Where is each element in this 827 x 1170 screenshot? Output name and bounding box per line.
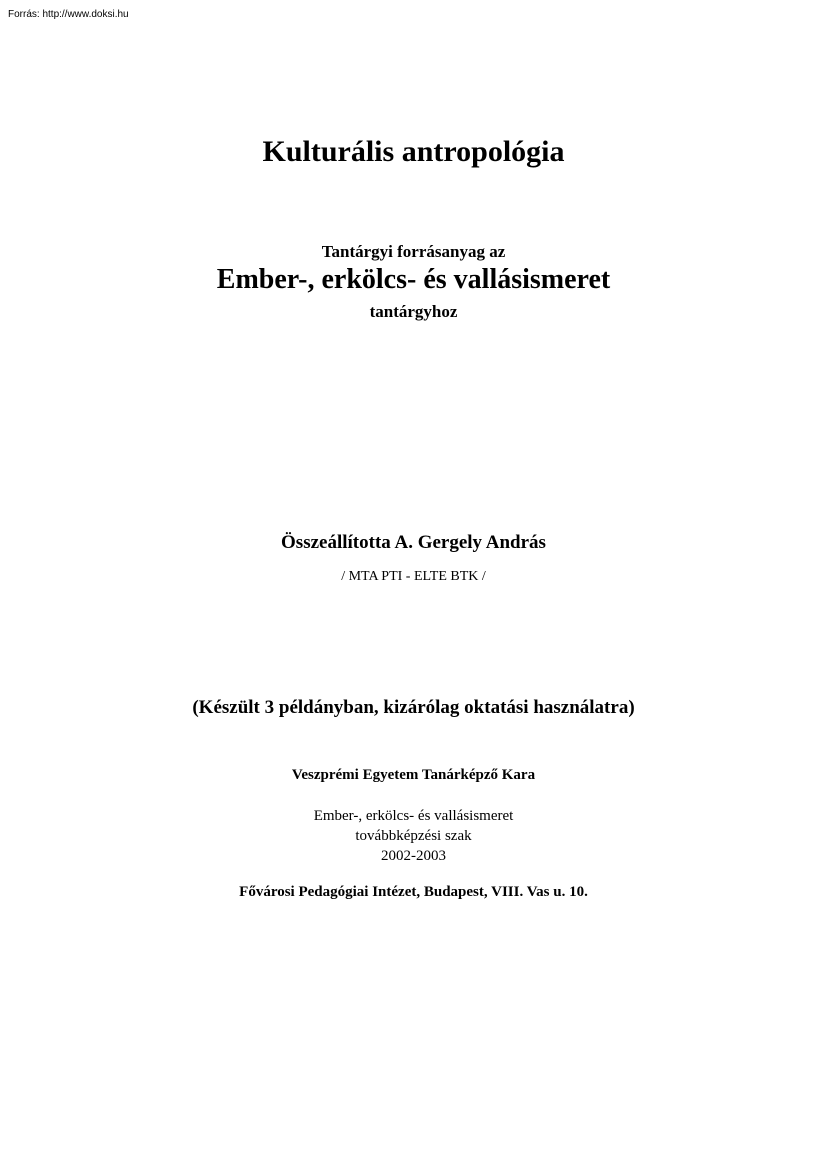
usage-note: (Készült 3 példányban, kizárólag oktatási használatra) xyxy=(192,697,635,718)
course-years: 2002-2003 xyxy=(381,848,446,864)
affiliation: / MTA PTI - ELTE BTK / xyxy=(341,569,486,584)
subtitle-line-3: tantárgyhoz xyxy=(369,302,458,321)
course-info xyxy=(0,806,827,866)
course-line-1: Ember-, erkölcs- és vallásismeret xyxy=(313,808,514,824)
subtitle-line-2: Ember-, erkölcs- és vallásismeret xyxy=(216,264,611,295)
source-line: Forrás: http://www.doksi.hu xyxy=(8,9,129,20)
subtitle-line-1: Tantárgyi forrásanyag az xyxy=(321,242,506,261)
address: Fővárosi Pedagógiai Intézet, Budapest, VIII. Vas u. 10. xyxy=(239,884,588,900)
document-title: Kulturális antropológia xyxy=(262,135,565,168)
institution: Veszprémi Egyetem Tanárképző Kara xyxy=(291,767,536,783)
course-line-2: továbbképzési szak xyxy=(355,828,472,844)
author: Összeállította A. Gergely András xyxy=(281,532,546,553)
